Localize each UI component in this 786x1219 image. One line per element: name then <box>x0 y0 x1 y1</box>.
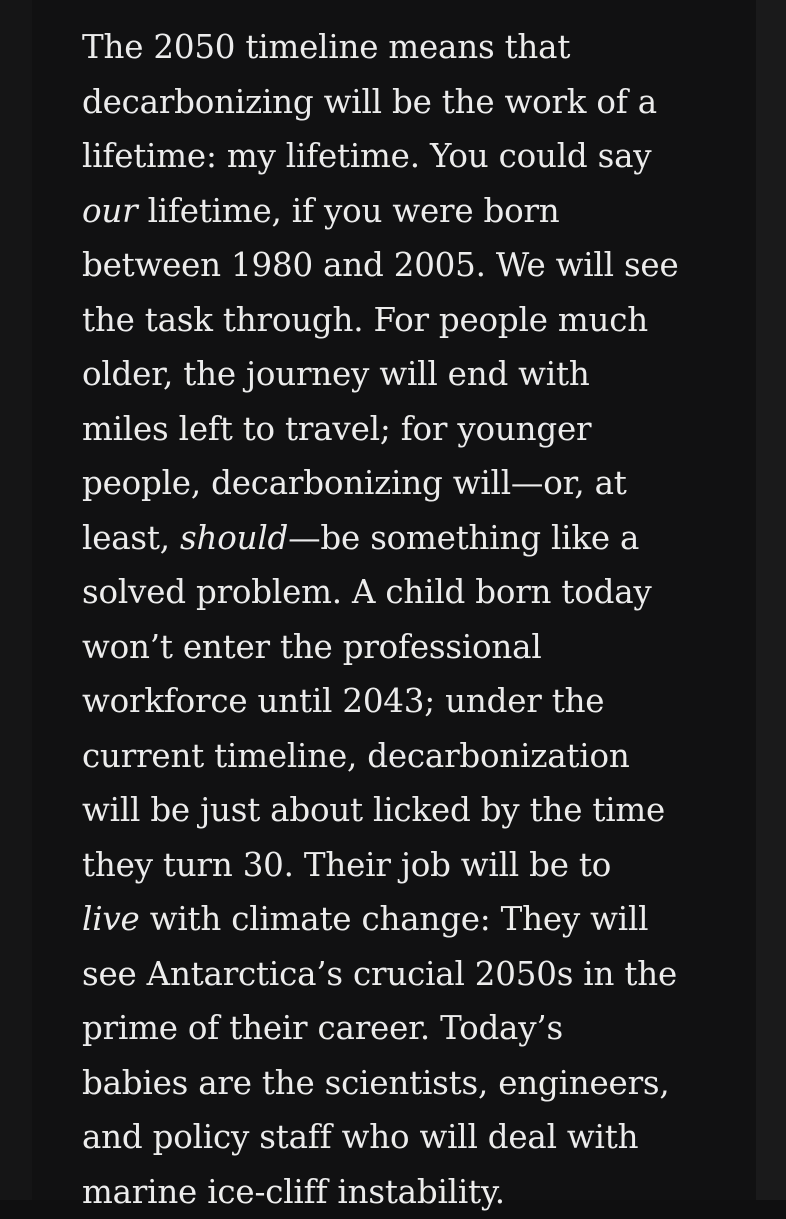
text-line: won’t enter the professional <box>82 620 742 675</box>
emphasis-text: should <box>180 519 288 557</box>
emphasis-text: live <box>82 900 140 938</box>
left-margin <box>0 0 32 1200</box>
text-line: current timeline, decarbonization <box>82 729 742 784</box>
text-line: see Antarctica’s crucial 2050s in the <box>82 947 742 1002</box>
text-line: the task through. For people much <box>82 293 742 348</box>
text-line: between 1980 and 2005. We will see <box>82 238 742 293</box>
text-line: and policy staff who will deal with <box>82 1110 742 1165</box>
text-line: older, the journey will end with <box>82 347 742 402</box>
emphasis-text: our <box>82 192 137 230</box>
text-segment: least, <box>82 519 180 557</box>
text-line: lifetime: my lifetime. You could say <box>82 129 742 184</box>
text-segment: lifetime, if you were born <box>137 192 559 230</box>
text-line: will be just about licked by the time <box>82 783 742 838</box>
text-line <box>82 511 742 566</box>
text-line: they turn 30. Their job will be to <box>82 838 742 893</box>
text-line <box>82 184 742 239</box>
text-line: decarbonizing will be the work of a <box>82 75 742 130</box>
text-line: solved problem. A child born today <box>82 565 742 620</box>
text-line: people, decarbonizing will—or, at <box>82 456 742 511</box>
article-paragraph <box>82 20 742 1219</box>
text-line: miles left to travel; for younger <box>82 402 742 457</box>
text-segment: —be something like a <box>288 519 639 557</box>
text-line: workforce until 2043; under the <box>82 674 742 729</box>
text-line <box>82 892 742 947</box>
text-segment: with climate change: They will <box>140 900 649 938</box>
text-line: The 2050 timeline means that <box>82 20 742 75</box>
text-line: prime of their career. Today’s <box>82 1001 742 1056</box>
text-line: marine ice-cliff instability. <box>82 1165 742 1219</box>
text-line: babies are the scientists, engineers, <box>82 1056 742 1111</box>
right-margin <box>756 0 786 1200</box>
